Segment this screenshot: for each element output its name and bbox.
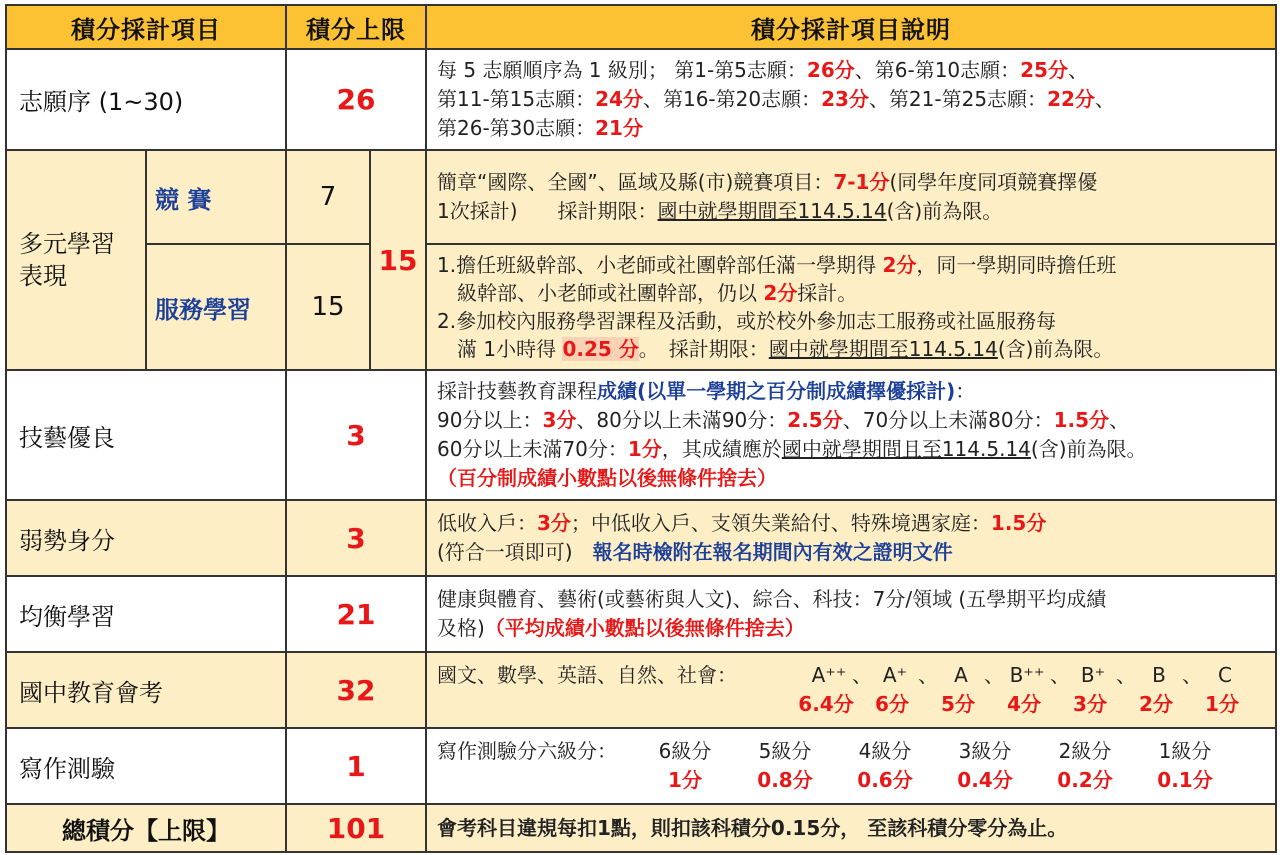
xiezuo-level: 3級分 [958,739,1012,763]
row-contest [6,150,1276,244]
item-label: 志願序 (1~30) [6,49,286,150]
huikao-level: B⁺⁺ [1009,663,1045,687]
xiezuo-score: 0.8分 [757,768,813,792]
huikao-score: 1分 [1205,692,1239,716]
huikao-level: B⁺ [1080,663,1106,687]
sub-label-contest: 競 賽 [146,150,286,244]
xiezuo-level: 5級分 [758,739,812,763]
huikao-score: 2分 [1139,692,1173,716]
item-desc: 每 5 志願順序為 1 級別； 第1-第5志願：26分、第6-第10志願：25分、 第11-第15志願：24分、第16-第20志願：23分、第21-第25志願：22分、 第26-第30志願：21分 [426,49,1276,150]
item-max: 26 [286,49,426,150]
item-desc: 健康與體育、藝術(或藝術與人文)、綜合、科技：7分/領域 (五學期平均成績 及格)（平均成績小數點以後無條件捨去） [426,576,1276,652]
xiezuo-levels [635,737,1235,766]
huikao-sep: 、 [1116,663,1136,687]
scoring-table [5,4,1277,853]
header-row [6,5,1276,49]
item-label [6,150,146,370]
xiezuo-score: 0.2分 [1057,768,1113,792]
huikao-level: B [1152,663,1166,687]
xiezuo-level: 6級分 [658,739,712,763]
xiezuo-score: 0.4分 [957,768,1013,792]
huikao-level: A⁺ [882,663,908,687]
huikao-level: C [1218,663,1232,687]
item-desc: 採計技藝教育課程成績(以單一學期之百分制成績擇優採計)： 90分以上：3分、80分以上未滿90分：2.5分、70分以上未滿80分：1.5分、 60分以上未滿70分：1分，其成績應於國中就學期間且至114.5.14(含)前為限。 （百分制成績小數點以後無條件捨去） [426,370,1276,500]
header-desc: 積分採計項目說明 [426,5,1276,49]
huikao-scores [437,690,1265,719]
item-max: 1 [286,728,426,804]
huikao-sep: 、 [1182,663,1202,687]
item-desc: 國文、數學、英語、自然、社會： A⁺⁺ 、 A⁺ 、 A 、 B⁺⁺ 、 B⁺ 、 B 、 C 6.4分 6分 5分 4分 3分 2分 1分 [426,652,1276,728]
row-huikao [6,652,1276,728]
row-total [6,804,1276,852]
contest-max: 7 [286,150,370,244]
row-service [6,244,1276,370]
item-max: 3 [286,370,426,500]
xiezuo-score: 1分 [668,768,702,792]
item-label: 均衡學習 [6,576,286,652]
item-desc: 寫作測驗分六級分： 6級分 5級分 4級分 3級分 2級分 1級分 1分 0.8分 0.6分 0.4分 0.2分 0.1分 [426,728,1276,804]
xiezuo-level: 1級分 [1158,739,1212,763]
xiezuo-level: 2級分 [1058,739,1112,763]
row-jiyi [6,370,1276,500]
xiezuo-score: 0.6分 [857,768,913,792]
item-label: 技藝優良 [6,370,286,500]
header-item: 積分採計項目 [6,5,286,49]
huikao-level: A⁺⁺ [811,663,847,687]
item-label: 寫作測驗 [6,728,286,804]
huikao-score: 4分 [1007,692,1041,716]
duoyuan-max: 15 [370,150,426,370]
row-junheng [6,576,1276,652]
item-max: 32 [286,652,426,728]
item-desc: 低收入戶：3分；中低收入戶、支領失業給付、特殊境遇家庭：1.5分 (符合一項即可) 報名時檢附在報名期間內有效之證明文件 [426,500,1276,576]
huikao-sep: 、 [984,663,1004,687]
contest-desc: 簡章“國際、全國”、區域及縣(市)競賽項目：7-1分(同學年度同項競賽擇優 1次採計) 採計期限：國中就學期間至114.5.14(含)前為限。 [426,150,1276,244]
header-max: 積分上限 [286,5,426,49]
row-ruoshi [6,500,1276,576]
huikao-score: 3分 [1073,692,1107,716]
huikao-sep: 、 [852,663,872,687]
service-desc: 1.擔任班級幹部、小老師或社團幹部任滿一學期得 2分，同一學期同時擔任班 級幹部、小老師或社團幹部，仍以 2分採計。 2.參加校內服務學習課程及活動，或於校外參加志工服務或社區服務每 滿 1小時得 0.25 分。 採計期限：國中就學期間至114.5.14(含)前為限。 [426,244,1276,370]
xiezuo-scores [437,766,1265,795]
xiezuo-score: 0.1分 [1157,768,1213,792]
sub-label-service: 服務學習 [146,244,286,370]
item-label: 國中教育會考 [6,652,286,728]
item-max: 21 [286,576,426,652]
huikao-levels [807,661,1247,690]
row-zhiyuan [6,49,1276,150]
item-label: 弱勢身分 [6,500,286,576]
row-xiezuo [6,728,1276,804]
duoyuan-label: 多元學習表現 [19,230,115,290]
huikao-sep: 、 [918,663,938,687]
service-max: 15 [286,244,370,370]
xiezuo-level: 4級分 [858,739,912,763]
huikao-score: 6.4分 [798,692,854,716]
total-max: 101 [286,804,426,852]
total-label: 總積分【上限】 [6,804,286,852]
huikao-level: A [954,663,968,687]
total-desc: 會考科目違規每扣1點，則扣該科積分0.15分， 至該科積分零分為止。 [426,804,1276,852]
huikao-score: 6分 [875,692,909,716]
huikao-score: 5分 [941,692,975,716]
huikao-sep: 、 [1050,663,1070,687]
item-max: 3 [286,500,426,576]
